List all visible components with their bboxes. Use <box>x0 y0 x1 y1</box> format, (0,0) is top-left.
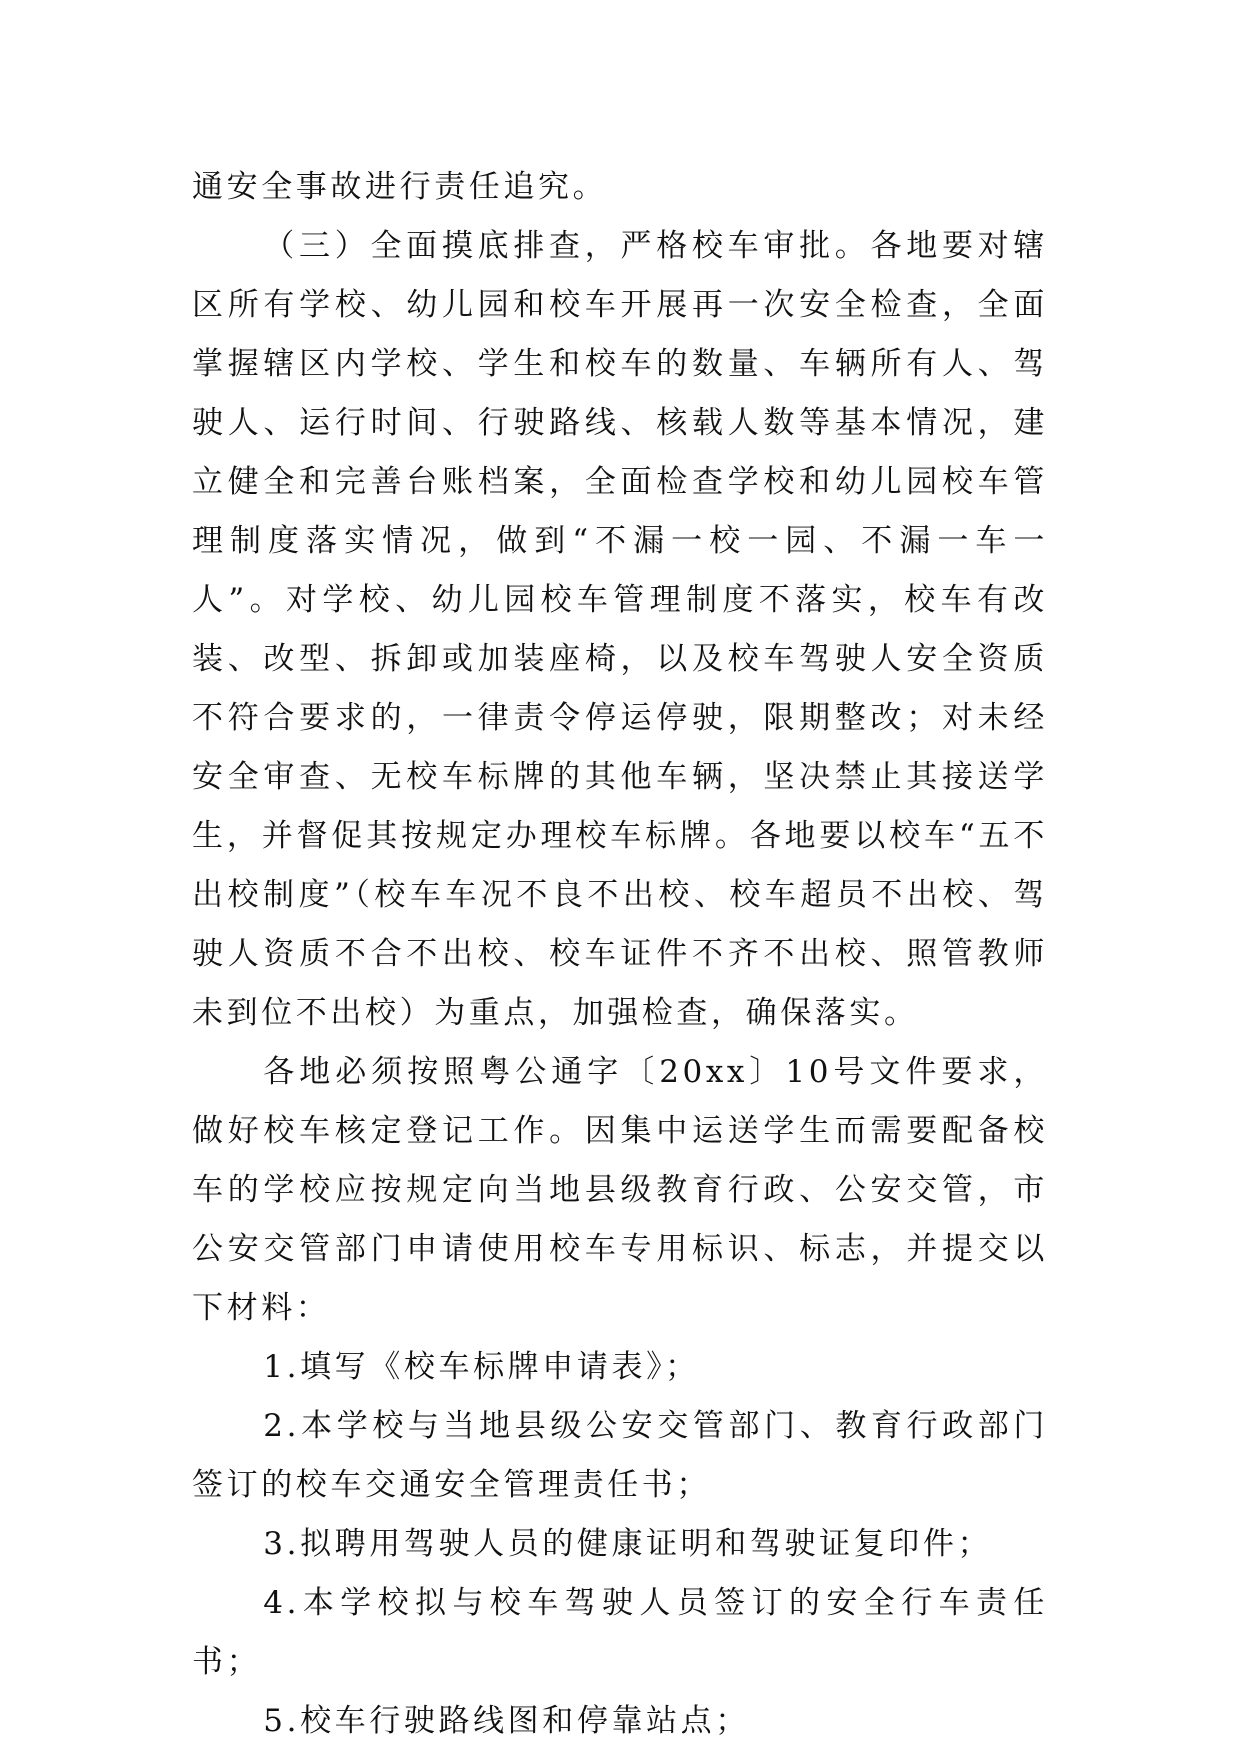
list-item: 2.本学校与当地县级公安交管部门、教育行政部门签订的校车交通安全管理责任书； <box>192 1408 1048 1503</box>
list-item: 5.校车行驶路线图和停靠站点； <box>263 1703 750 1739</box>
paragraph-section-three: （三）全面摸底排查，严格校车审批。各地要对辖区所有学校、幼儿园和校车开展再一次安全检查，全面掌握辖区内学校、学生和校车的数量、车辆所有人、驾驶人、运行时间、行驶路线、核载人数等基本情况，建立健全和完善台账档案，全面检查学校和幼儿园校车管理制度落实情况，做到“不漏一校一园、不漏一车一人”。对学校、幼儿园校车管理制度不落实，校车有改装、改型、拆卸或加装座椅，以及校车驾驶人安全资质不符合要求的，一律责令停运停驶，限期整改；对未经安全审查、无校车标牌的其他车辆，坚决禁止其接送学生，并督促其按规定办理校车标牌。各地要以校车“五不出校制度”（校车车况不良不出校、校车超员不出校、驾驶人资质不合不出校、校车证件不齐不出校、照管教师未到位不出校）为重点，加强检查，确保落实。 <box>192 228 1048 1031</box>
paragraph-continuation: 通安全事故进行责任追究。 <box>192 169 608 205</box>
list-item: 4.本学校拟与校车驾驶人员签订的安全行车责任书； <box>192 1585 1048 1680</box>
list-item: 1.填写《校车标牌申请表》； <box>263 1349 700 1385</box>
document-body <box>192 158 1048 1751</box>
paragraph-registration: 各地必须按照粤公通字〔20xx〕10号文件要求，做好校车核定登记工作。因集中运送学生而需要配备校车的学校应按规定向当地县级教育行政、公安交管，市公安交管部门申请使用校车专用标识、标志，并提交以下材料： <box>192 1054 1048 1326</box>
list-item: 3.拟聘用驾驶人员的健康证明和驾驶证复印件； <box>263 1526 993 1562</box>
